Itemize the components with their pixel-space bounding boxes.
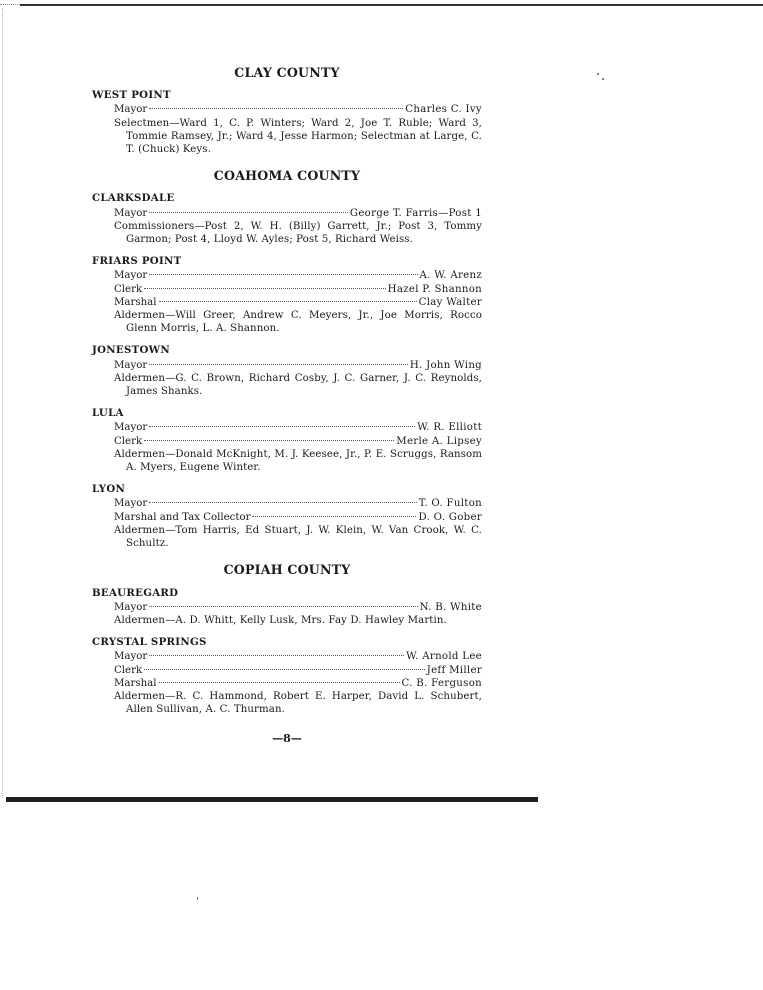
board-members: Aldermen—Donald McKnight, M. J. Keesee, Jr., P. E. Scruggs, Ransom A. Myers, Eugene Winter.: [114, 448, 482, 474]
town-officials: [92, 601, 482, 627]
official-row: [114, 664, 482, 677]
office-label: Mayor: [114, 651, 148, 663]
dot-leader: [149, 502, 416, 503]
town-officials: [92, 103, 482, 156]
town-officials: [92, 359, 482, 399]
official-row: [114, 497, 482, 510]
county-title: COAHOMA COUNTY: [213, 168, 361, 184]
page-number: —8—: [272, 732, 302, 746]
town-officials: [92, 650, 482, 716]
town-officials: [92, 269, 482, 335]
dot-leader: [149, 274, 417, 275]
official-row: [114, 511, 482, 524]
official-row: [114, 601, 482, 614]
board-members: Aldermen—R. C. Hammond, Robert E. Harper, David L. Schubert, Allen Sullivan, A. C. Thurman.: [114, 690, 482, 716]
dot-leader: [149, 426, 415, 427]
town-name: CRYSTAL SPRINGS: [92, 636, 207, 649]
board-members: Selectmen—Ward 1, C. P. Winters; Ward 2, Joe T. Ruble; Ward 3, Tommie Ramsey, Jr.; Ward 4, Jesse Harmon; Selectman at Large, C. T. (Chuck) Keys.: [114, 117, 482, 156]
official-row: [114, 650, 482, 663]
official-name: A. W. Arenz: [419, 270, 482, 282]
directory-page: [92, 66, 482, 746]
board-members: Aldermen—G. C. Brown, Richard Cosby, J. C. Garner, J. C. Reynolds, James Shanks.: [114, 372, 482, 398]
office-label: Mayor: [114, 104, 148, 116]
official-name: D. O. Gober: [418, 511, 482, 523]
official-name: T. O. Fulton: [418, 498, 482, 510]
dot-leader: [149, 212, 348, 213]
board-members: Aldermen—A. D. Whitt, Kelly Lusk, Mrs. Fay D. Hawley Martin.: [114, 614, 447, 626]
official-row: [114, 103, 482, 116]
town-name: WEST POINT: [92, 89, 171, 102]
official-row: [114, 207, 482, 220]
official-name: W. R. Elliott: [417, 422, 482, 434]
official-name: C. B. Ferguson: [401, 677, 482, 689]
town-name: LYON: [92, 483, 126, 496]
official-name: Jeff Miller: [426, 664, 482, 676]
office-label: Marshal: [114, 296, 157, 308]
official-name: W. Arnold Lee: [406, 651, 482, 663]
town-officials: [92, 207, 482, 247]
official-name: Merle A. Lipsey: [396, 435, 482, 447]
bottom-rule: [6, 797, 538, 802]
office-label: Marshal: [114, 677, 157, 689]
office-label: Mayor: [114, 359, 148, 371]
office-label: Mayor: [114, 422, 148, 434]
town-officials: [92, 421, 482, 474]
top-edge-dots: [0, 4, 20, 5]
dot-leader: [144, 440, 394, 441]
office-label: Marshal and Tax Collector: [114, 511, 251, 523]
board-members: Commissioners—Post 2, W. H. (Billy) Garrett, Jr.; Post 3, Tommy Garmon; Post 4, Lloyd W. Ayles; Post 5, Richard Weiss.: [114, 220, 482, 246]
town-name: BEAUREGARD: [92, 586, 179, 599]
official-name: H. John Wing: [409, 359, 482, 371]
office-label: Clerk: [114, 283, 143, 295]
official-name: Hazel P. Shannon: [387, 283, 482, 295]
left-edge-dots: [2, 8, 3, 798]
town-name: JONESTOWN: [92, 344, 171, 357]
dot-leader: [159, 301, 417, 302]
dot-leader: [252, 516, 416, 517]
dot-leader: [149, 364, 408, 365]
dot-leader: [149, 606, 417, 607]
scan-speck: [602, 78, 604, 80]
official-row: [114, 421, 482, 434]
office-label: Mayor: [114, 207, 148, 219]
town-name: FRIARS POINT: [92, 255, 182, 268]
office-label: Clerk: [114, 664, 143, 676]
official-name: N. B. White: [419, 601, 482, 613]
town-name: LULA: [92, 407, 124, 420]
office-label: Mayor: [114, 270, 148, 282]
county-title: COPIAH COUNTY: [223, 562, 351, 578]
board-members: Aldermen—Will Greer, Andrew C. Meyers, Jr., Joe Morris, Rocco Glenn Morris, L. A. Shannon.: [114, 310, 482, 335]
dot-leader: [149, 655, 404, 656]
official-row: [114, 435, 482, 448]
top-rule: [20, 4, 763, 6]
official-name: Clay Walter: [418, 296, 482, 308]
official-name: George T. Farris—Post 1: [349, 207, 482, 219]
official-name: Charles C. Ivy: [405, 104, 482, 116]
official-row: [114, 359, 482, 372]
county-title: CLAY COUNTY: [234, 65, 340, 80]
dot-leader: [144, 669, 425, 670]
dot-leader: [159, 682, 400, 683]
town-name: CLARKSDALE: [92, 192, 175, 205]
official-row: [114, 269, 482, 282]
official-row: [114, 677, 482, 690]
town-officials: [92, 497, 482, 550]
office-label: Mayor: [114, 601, 148, 613]
dot-leader: [149, 108, 403, 109]
official-row: [114, 283, 482, 296]
board-members: Aldermen—Tom Harris, Ed Stuart, J. W. Klein, W. Van Crook, W. C. Schultz.: [114, 524, 482, 550]
office-label: Clerk: [114, 435, 143, 447]
scan-speck: [597, 73, 599, 75]
scan-speck: [197, 897, 198, 900]
office-label: Mayor: [114, 498, 148, 510]
official-row: [114, 296, 482, 309]
dot-leader: [144, 288, 386, 289]
